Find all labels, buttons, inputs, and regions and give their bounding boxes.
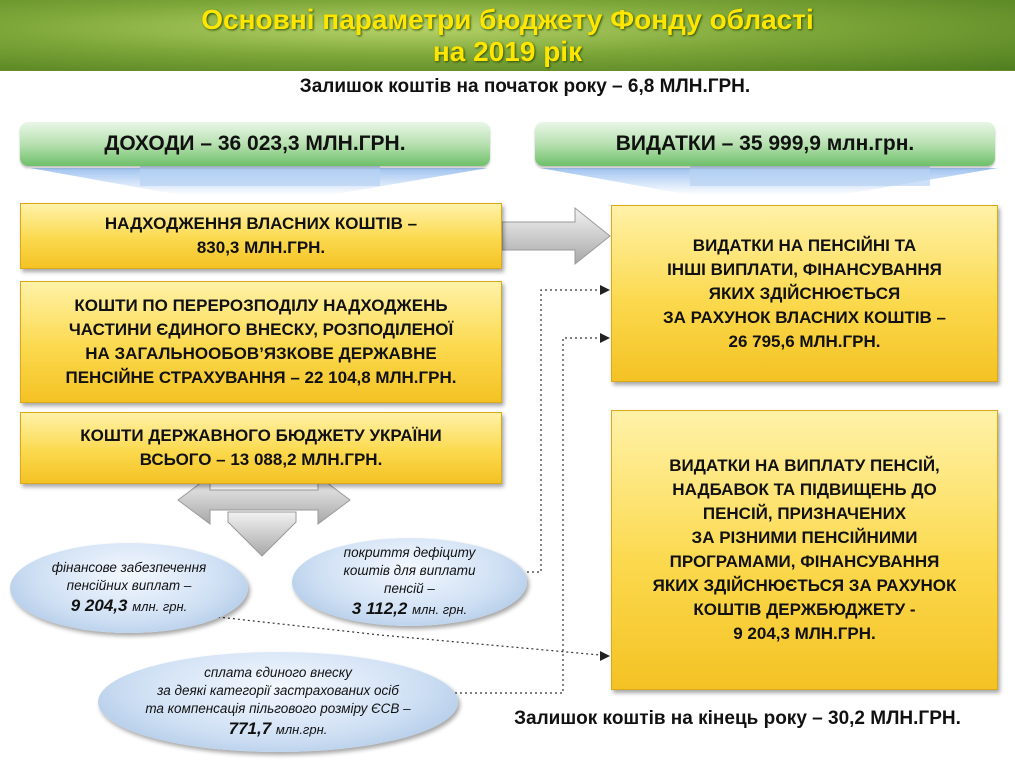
expense-state-line-5: ПРОГРАМАМИ, ФІНАНСУВАННЯ xyxy=(669,552,940,571)
ellipse-esv-amount-line xyxy=(229,718,328,741)
expense-state-line-7: КОШТІВ ДЕРЖБЮДЖЕТУ - xyxy=(693,600,916,619)
title-line-2: на 2019 рік xyxy=(432,36,583,67)
balance-end: Залишок коштів на кінець року – 30,2 МЛН.ГРН. xyxy=(514,708,961,729)
title-line-1: Основні параметри бюджету Фонду області xyxy=(201,4,814,35)
expense-own-line-1: ВИДАТКИ НА ПЕНСІЙНІ ТА xyxy=(692,235,917,255)
balance-start: Залишок коштів на початок року – 6,8 МЛН.ГРН. xyxy=(299,76,751,97)
ellipse-esv-payment xyxy=(98,652,458,752)
ellipse-deficit-amount: 3 112,2 xyxy=(351,598,408,618)
expense-state-line-1: ВИДАТКИ НА ВИПЛАТУ ПЕНСІЙ, xyxy=(669,456,940,475)
expense-state-line-8: 9 204,3 МЛН.ГРН. xyxy=(733,624,876,643)
income-box-state-line-1: КОШТИ ДЕРЖАВНОГО БЮДЖЕТУ УКРАЇНИ xyxy=(80,426,442,445)
ellipse-deficit-amount-line xyxy=(352,598,467,621)
expense-state-line-2: НАДБАВОК ТА ПІДВИЩЕНЬ ДО xyxy=(672,480,937,499)
income-funnel-stem xyxy=(140,166,380,186)
expense-own-line-5: 26 795,6 МЛН.ГРН. xyxy=(728,331,881,351)
income-box-state-budget xyxy=(20,412,502,484)
gray-down-arrow xyxy=(228,512,296,556)
income-box-own-funds xyxy=(20,203,502,269)
income-box-redist-line-1: КОШТИ ПО ПЕРЕРОЗПОДІЛУ НАДХОДЖЕНЬ xyxy=(74,296,448,315)
ellipse-esv-l1: сплата єдиного внеску xyxy=(204,664,352,680)
ellipse-deficit-l2: коштів для виплати xyxy=(343,562,476,578)
expense-own-line-3: ЯКИХ ЗДІЙСНЮЄТЬСЯ xyxy=(708,283,901,303)
ellipse-pension-l1: фінансове забезпечення xyxy=(51,559,207,575)
income-box-redist-line-3: НА ЗАГАЛЬНООБОВ’ЯЗКОВЕ ДЕРЖАВНЕ xyxy=(85,344,437,363)
ellipse-deficit-l3: пенсій – xyxy=(384,580,435,596)
expense-box-own-funds xyxy=(611,205,998,382)
ellipse-esv-l2: за деякі категорії застрахованих осіб xyxy=(157,682,399,698)
ellipse-deficit-unit: млн. грн. xyxy=(412,601,468,617)
income-box-redist-line-2: ЧАСТИНИ ЄДИНОГО ВНЕСКУ, РОЗПОДІЛЕНОЇ xyxy=(68,320,454,339)
expense-state-line-4: ЗА РІЗНИМИ ПЕНСІЙНИМИ xyxy=(691,528,918,547)
expense-own-line-2: ІНШІ ВИПЛАТИ, ФІНАНСУВАННЯ xyxy=(667,259,942,279)
income-box-redist-line-4: ПЕНСІЙНЕ СТРАХУВАННЯ – 22 104,8 МЛН.ГРН. xyxy=(65,368,457,387)
income-box-state-line-2: ВСЬОГО – 13 088,2 МЛН.ГРН. xyxy=(139,450,383,469)
ellipse-deficit-coverage xyxy=(292,538,527,626)
income-box-own-line-2: 830,3 МЛН.ГРН. xyxy=(196,238,326,257)
ellipse-pension-l2: пенсійних виплат – xyxy=(66,577,192,593)
income-box-own-line-1: НАДХОДЖЕННЯ ВЛАСНИХ КОШТІВ – xyxy=(104,214,418,233)
ellipse-pension-support xyxy=(10,543,248,633)
arrowhead-2 xyxy=(600,333,610,343)
ellipse-esv-unit: млн.грн. xyxy=(275,721,328,737)
ellipse-deficit-l1: покриття дефіциту xyxy=(343,544,476,560)
income-box-redistribution xyxy=(20,281,502,403)
expense-own-line-4: ЗА РАХУНОК ВЛАСНИХ КОШТІВ – xyxy=(663,307,946,327)
expense-box-state-budget xyxy=(611,410,998,690)
expense-state-line-6: ЯКИХ ЗДІЙСНЮЄТЬСЯ ЗА РАХУНОК xyxy=(652,576,957,595)
ellipse-pension-amount: 9 204,3 xyxy=(70,595,128,615)
ellipse-pension-unit: млн. грн. xyxy=(132,598,188,614)
expense-header: ВИДАТКИ – 35 999,9 млн.грн. xyxy=(535,122,995,166)
income-header: ДОХОДИ – 36 023,3 МЛН.ГРН. xyxy=(20,122,490,166)
expense-state-line-3: ПЕНСІЙ, ПРИЗНАЧЕНИХ xyxy=(702,504,907,523)
ellipse-esv-amount: 771,7 xyxy=(228,718,272,738)
arrowhead-1 xyxy=(600,285,610,295)
arrowhead-3 xyxy=(600,651,610,661)
ellipse-esv-l3: та компенсація пільгового розміру ЄСВ – xyxy=(145,700,411,716)
expense-funnel-stem xyxy=(690,166,930,186)
ellipse-pension-amount-line xyxy=(71,595,188,618)
gray-right-arrow xyxy=(502,208,610,264)
